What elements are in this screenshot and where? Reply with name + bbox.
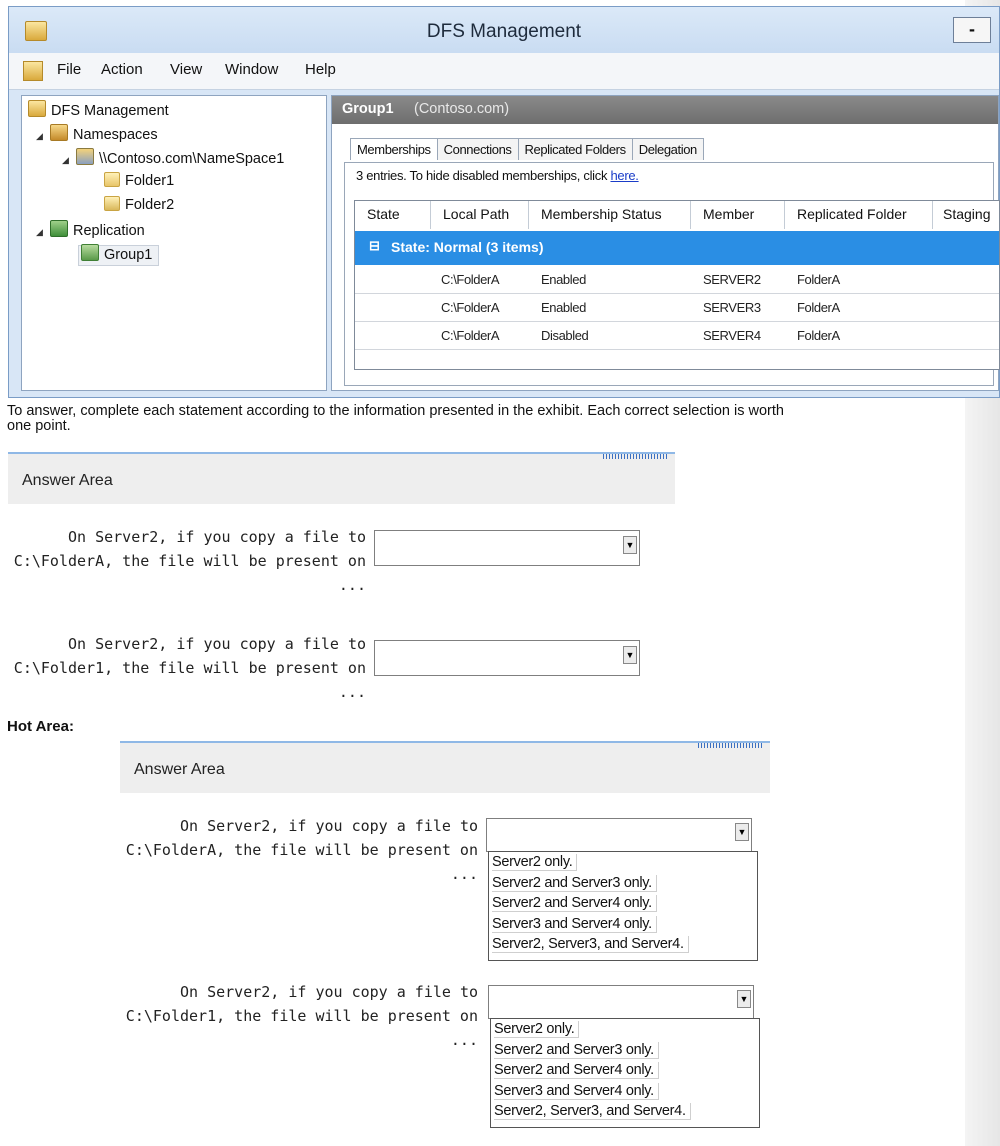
replication-group-icon — [81, 244, 99, 261]
expand-arrow-icon[interactable]: ◢ — [36, 131, 43, 141]
menu-help[interactable]: Help — [305, 61, 336, 78]
hide-disabled-link[interactable]: here. — [610, 168, 639, 183]
menu-bar — [9, 53, 999, 90]
memberships-grid — [354, 200, 1000, 370]
replication-icon — [50, 220, 68, 237]
hot-question-1-dropdown[interactable] — [486, 818, 752, 852]
col-state[interactable]: State — [355, 201, 431, 229]
option-label: Server2 and Server3 only. — [494, 1042, 659, 1059]
row-folder: FolderA — [797, 300, 840, 315]
group-row-normal[interactable] — [355, 231, 999, 265]
tree-folder1[interactable] — [104, 172, 174, 189]
entries-text: 3 entries. To hide disabled memberships, click — [356, 168, 611, 183]
option-label: Server2 and Server3 only. — [492, 875, 657, 892]
grip-handle — [698, 743, 762, 748]
hot-question-1-options — [488, 851, 758, 961]
row-status: Enabled — [541, 300, 586, 315]
hot-question-2-line-1: On Server2, if you copy a file to — [179, 983, 478, 1001]
row-status: Enabled — [541, 272, 586, 287]
tab-replicated-folders[interactable]: Replicated Folders — [518, 138, 633, 160]
question-1-text — [0, 525, 366, 597]
system-menu-icon[interactable] — [23, 61, 43, 81]
row-member: SERVER3 — [703, 300, 761, 315]
details-pane — [331, 95, 999, 391]
option-server3-server4[interactable] — [489, 914, 757, 935]
hot-answer-area-title: Answer Area — [134, 761, 225, 778]
chevron-down-icon[interactable]: ▼ — [737, 990, 751, 1008]
pane-domain: (Contoso.com) — [414, 101, 510, 117]
option-server2-only[interactable] — [491, 1019, 759, 1040]
tab-connections[interactable]: Connections — [437, 138, 519, 160]
grip-handle — [603, 454, 667, 459]
col-member[interactable]: Member — [691, 201, 785, 229]
option-label: Server3 and Server4 only. — [492, 916, 657, 933]
tab-delegation[interactable]: Delegation — [632, 138, 704, 160]
col-membership-status[interactable]: Membership Status — [529, 201, 691, 229]
option-server2-server4[interactable] — [489, 893, 757, 914]
option-server2-only[interactable] — [489, 852, 757, 873]
hot-question-2-line-2: C:\Folder1, the file will be present on ... — [125, 1007, 478, 1049]
col-local-path[interactable]: Local Path — [431, 201, 529, 229]
option-label: Server2, Server3, and Server4. — [492, 936, 689, 953]
col-replicated-folder[interactable]: Replicated Folder — [785, 201, 933, 229]
question-2-line-2: C:\Folder1, the file will be present on ... — [13, 659, 366, 701]
chevron-down-icon[interactable]: ▼ — [735, 823, 749, 841]
menu-window[interactable]: Window — [225, 61, 279, 78]
dfs-window — [8, 6, 1000, 398]
option-label: Server2 only. — [494, 1021, 579, 1038]
folder-target-icon — [104, 196, 120, 211]
option-server2-server3[interactable] — [489, 873, 757, 894]
row-local-path: C:\FolderA — [441, 272, 500, 287]
chevron-down-icon[interactable]: ▼ — [623, 536, 637, 554]
hot-question-2-text — [110, 980, 478, 1052]
tree-namespaces-label: Namespaces — [73, 127, 158, 143]
question-2-line-1: On Server2, if you copy a file to — [67, 635, 366, 653]
question-1-line-2: C:\FolderA, the file will be present on ... — [13, 552, 366, 594]
option-server3-server4[interactable] — [491, 1081, 759, 1102]
entries-info — [356, 168, 639, 183]
tree-folder2-label: Folder2 — [125, 197, 175, 213]
answer-area-title: Answer Area — [22, 472, 113, 489]
hot-question-2-options — [490, 1018, 760, 1128]
option-label: Server3 and Server4 only. — [494, 1083, 659, 1100]
menu-file[interactable]: File — [57, 61, 82, 78]
expand-arrow-icon[interactable]: ◢ — [62, 155, 69, 165]
row-member: SERVER2 — [703, 272, 761, 287]
hot-question-1-text — [110, 814, 478, 886]
tree-root-label: DFS Management — [51, 103, 169, 119]
col-staging[interactable]: Staging — [943, 206, 991, 222]
option-all-servers[interactable] — [489, 934, 757, 955]
console-tree — [21, 95, 327, 391]
row-local-path: C:\FolderA — [441, 328, 500, 343]
tree-namespace1[interactable] — [62, 148, 284, 167]
tree-folder1-label: Folder1 — [125, 173, 175, 189]
tree-group1-label: Group1 — [104, 247, 153, 263]
folder-icon — [104, 172, 120, 187]
answer-area-header — [8, 452, 675, 504]
chevron-down-icon[interactable]: ▼ — [623, 646, 637, 664]
option-all-servers[interactable] — [491, 1101, 759, 1122]
namespaces-icon — [50, 124, 68, 141]
tree-replication[interactable] — [36, 220, 145, 239]
hot-question-2-dropdown[interactable] — [488, 985, 754, 1019]
row-status: Disabled — [541, 328, 589, 343]
row-folder: FolderA — [797, 328, 840, 343]
question-2-dropdown[interactable] — [374, 640, 640, 676]
hot-question-1-line-2: C:\FolderA, the file will be present on ... — [125, 841, 478, 883]
option-label: Server2 only. — [492, 854, 577, 871]
row-member: SERVER4 — [703, 328, 761, 343]
option-label: Server2, Server3, and Server4. — [494, 1103, 691, 1120]
tree-namespaces[interactable] — [36, 124, 158, 143]
expand-arrow-icon[interactable]: ◢ — [36, 227, 43, 237]
pane-header — [332, 96, 998, 124]
collapse-icon[interactable]: ⊟ — [369, 238, 380, 253]
row-local-path: C:\FolderA — [441, 300, 500, 315]
question-1-line-1: On Server2, if you copy a file to — [67, 528, 366, 546]
title-bar — [9, 7, 999, 53]
minimize-button[interactable]: - — [953, 17, 991, 43]
tree-dfs-management[interactable] — [28, 100, 169, 119]
option-server2-server3[interactable] — [491, 1040, 759, 1061]
hot-answer-area-header — [120, 741, 770, 793]
table-row[interactable] — [355, 293, 999, 322]
option-label: Server2 and Server4 only. — [494, 1062, 659, 1079]
row-folder: FolderA — [797, 272, 840, 287]
tab-memberships[interactable]: Memberships — [350, 138, 438, 160]
namespace-icon — [76, 148, 94, 165]
question-1-dropdown[interactable] — [374, 530, 640, 566]
hot-question-1-line-1: On Server2, if you copy a file to — [179, 817, 478, 835]
question-2-text — [0, 632, 366, 704]
menu-view[interactable]: View — [170, 61, 203, 78]
tree-folder2[interactable] — [104, 196, 174, 213]
table-row[interactable] — [355, 265, 999, 294]
option-server2-server4[interactable] — [491, 1060, 759, 1081]
table-row[interactable] — [355, 321, 999, 350]
window-title: DFS Management — [426, 21, 582, 42]
tree-namespace-label: \\Contoso.com\NameSpace1 — [99, 151, 285, 167]
pane-group-name: Group1 — [342, 101, 394, 117]
dfs-management-icon — [28, 100, 46, 117]
option-label: Server2 and Server4 only. — [492, 895, 657, 912]
instructions-text: To answer, complete each statement according to the information presented in the exhibit. Each correct selection is worth one point. — [7, 403, 784, 434]
tab-strip — [350, 138, 703, 162]
tree-group1[interactable] — [78, 244, 159, 263]
group-row-label: State: Normal (3 items) — [391, 239, 544, 255]
menu-action[interactable]: Action — [101, 61, 143, 78]
hot-area-label: Hot Area: — [7, 718, 74, 735]
tree-replication-label: Replication — [73, 223, 145, 239]
